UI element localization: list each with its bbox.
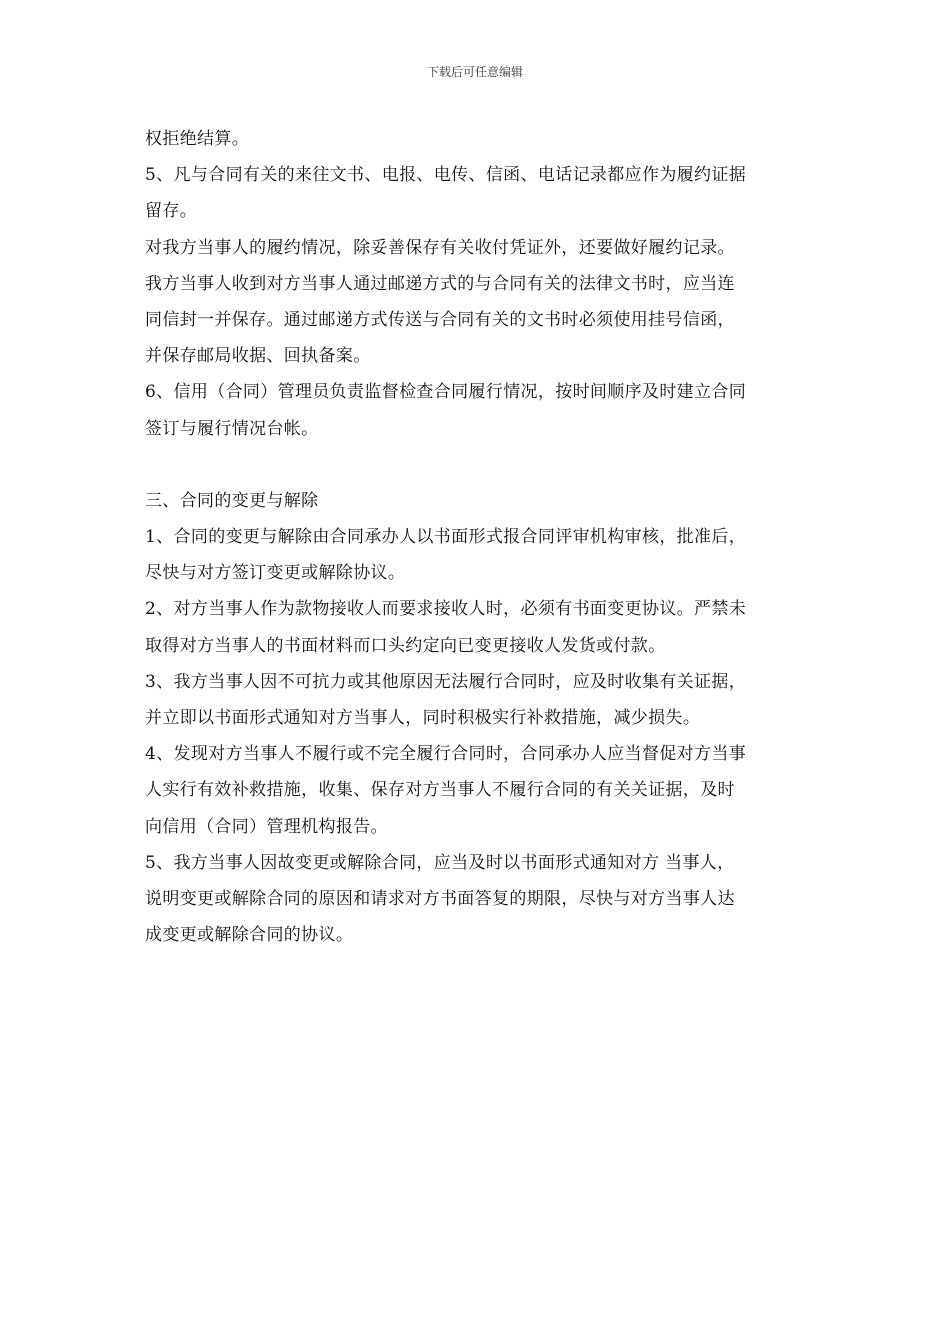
page-header: 下载后可任意编辑 — [426, 65, 523, 79]
text-line: 同信封一并保存。通过邮递方式传送与合同有关的文书时必须使用挂号信函， — [145, 309, 735, 330]
text-line: 对我方当事人的履约情况，除妥善保存有关收付凭证外，还要做好履约记录。 — [145, 237, 735, 258]
text-line: 成变更或解除合同的协议。 — [145, 925, 354, 946]
text-line: 我方当事人收到对方当事人通过邮递方式的与合同有关的法律文书时，应当连 — [145, 273, 735, 294]
text-line: 1、合同的变更与解除由合同承办人以书面形式报合同评审机构审核，批准后， — [145, 527, 747, 548]
text-line: 3、我方当事人因不可抗力或其他原因无法履行合同时，应及时收集有关证据， — [145, 671, 747, 692]
text-line: 人实行有效补救措施，收集、保存对方当事人不履行合同的有关关证据，及时 — [145, 780, 735, 801]
blank-line — [145, 447, 811, 483]
text-line: 签订与履行情况台帐。 — [145, 418, 319, 439]
text-line: 权拒绝结算。 — [145, 129, 250, 149]
text-line: 取得对方当事人的书面材料而口头约定向已变更接收人发货或付款。 — [145, 635, 666, 656]
text-line: 5、我方当事人因故变更或解除合同，应当及时以书面形式通知对方 当事人， — [145, 852, 735, 873]
text-line: 尽快与对方签订变更或解除协议。 — [145, 563, 406, 584]
text-line: 并保存邮局收据、回执备案。 — [145, 346, 371, 367]
text-line: 4、发现对方当事人不履行或不完全履行合同时，合同承办人应当督促对方当事 — [145, 744, 747, 765]
text-line: 2、对方当事人作为款物接收人而要求接收人时，必须有书面变更协议。严禁未 — [145, 599, 747, 620]
text-line: 说明变更或解除合同的原因和请求对方书面答复的期限，尽快与对方当事人达 — [145, 888, 735, 909]
text-line: 向信用（合同）管理机构报告。 — [145, 816, 388, 837]
section-heading: 三、合同的变更与解除 — [145, 490, 319, 511]
text-line: 留存。 — [145, 201, 198, 222]
text-line: 5、凡与合同有关的来往文书、电报、电传、信函、电话记录都应作为履约证据 — [145, 165, 747, 186]
text-line: 并立即以书面形式通知对方当事人，同时积极实行补救措施，减少损失。 — [145, 708, 701, 728]
document-body — [145, 121, 811, 953]
text-line: 6、信用（合同）管理员负责监督检查合同履行情况，按时间顺序及时建立合同 — [145, 382, 747, 403]
